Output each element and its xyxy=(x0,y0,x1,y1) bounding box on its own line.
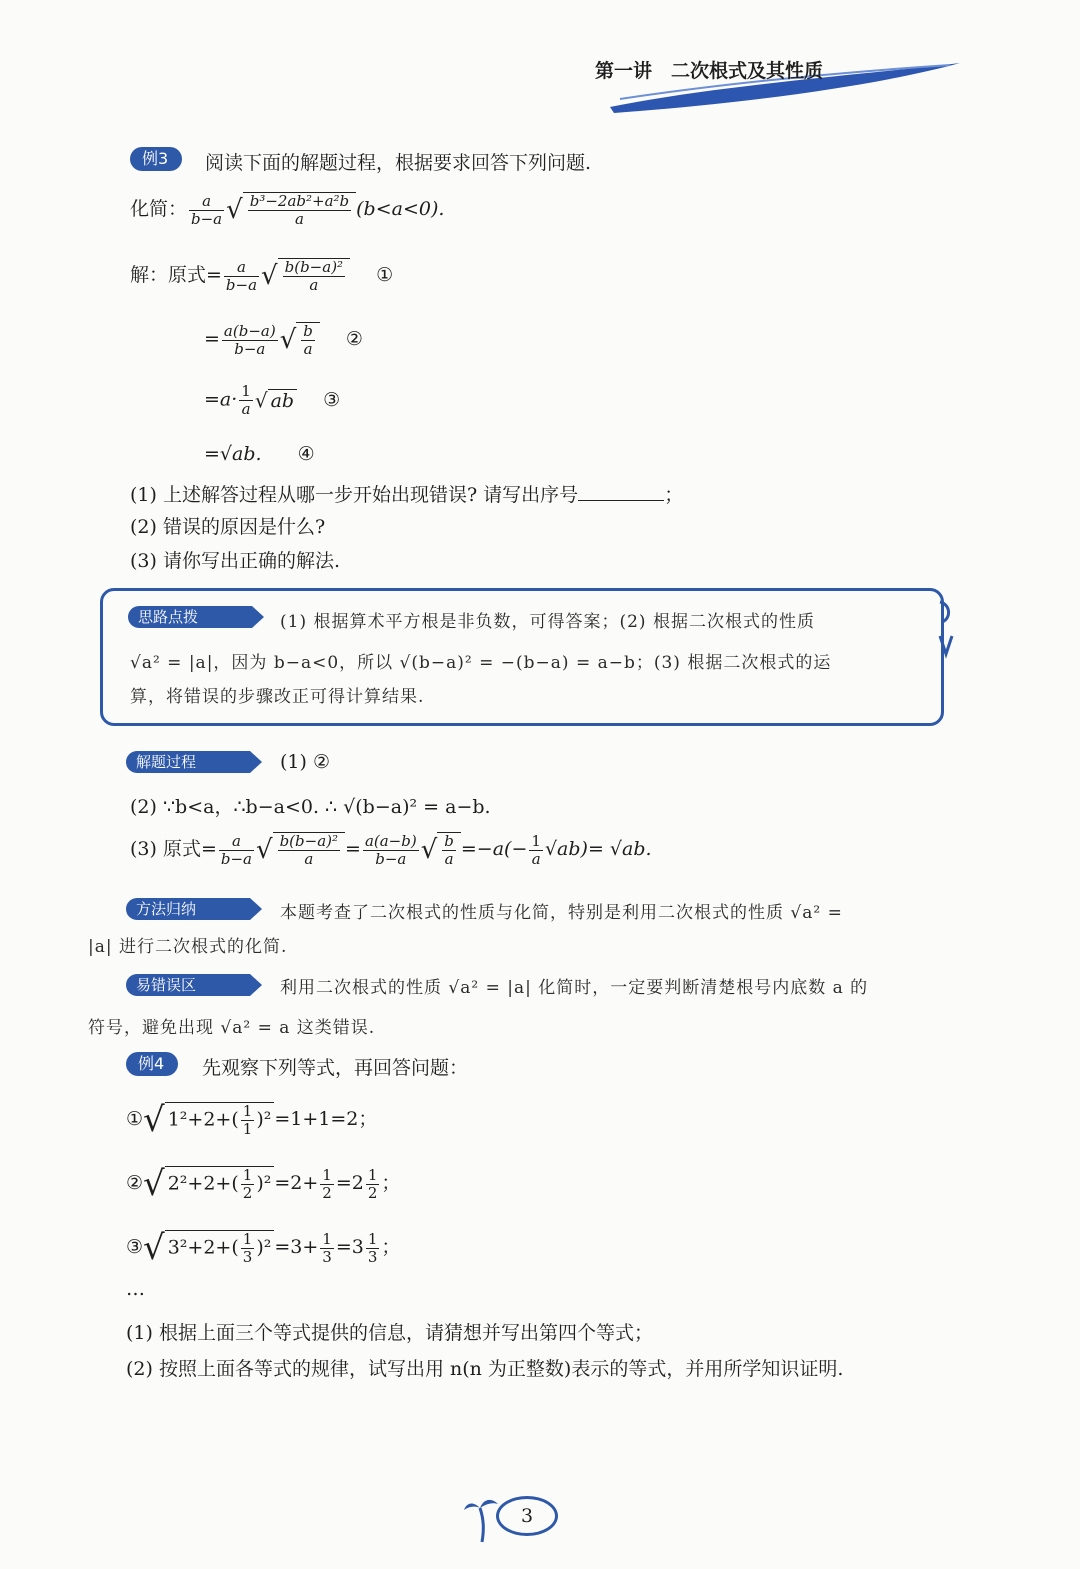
equation-2-rhs: =2+ xyxy=(274,1172,319,1194)
page-number: 3 xyxy=(520,1505,534,1527)
step-mark-3: ③ xyxy=(323,388,341,411)
question-2: (2) 错误的原因是什么? xyxy=(130,516,326,538)
radicand-fraction: $\frac{b}{a}$ xyxy=(303,322,313,358)
method-line-1: 本题考查了二次根式的性质与化简，特别是利用二次根式的性质 √a² = xyxy=(280,903,843,923)
question-1-end: ； xyxy=(664,484,684,506)
step-mark-2: ② xyxy=(345,328,363,350)
answer-2: (2) ∵b<a，∴b−a<0. ∴ √(b−a)² = a−b. xyxy=(130,796,491,818)
answer-1: (1) ② xyxy=(280,751,330,773)
equation-1: ①√ 1²+2+( $\frac{1}{1}$ )² =1+1=2； xyxy=(126,1100,378,1140)
sqrt-sign: √ xyxy=(143,1228,165,1268)
equation-2-mark: ② xyxy=(126,1172,144,1194)
fraction: $\frac{1}{3}$ xyxy=(367,1229,378,1266)
radicand-fraction: $\frac{\text{b(b−a)²}}{a}$ xyxy=(279,832,339,868)
fraction: $\frac{1}{a}$ xyxy=(241,382,251,418)
fraction: $\frac{1}{3}$ xyxy=(322,1229,332,1266)
solution-label: 解题过程 xyxy=(126,751,250,773)
solution-prefix: 解：原式= xyxy=(130,264,222,286)
answer-3-tail: = √ab. xyxy=(587,838,652,860)
example-3-badge: 例3 xyxy=(130,147,182,171)
equation-3-mark: ③ xyxy=(126,1236,144,1258)
hint-label: 思路点拨 xyxy=(128,606,252,628)
step-mark-1: ① xyxy=(376,264,394,286)
sqrt-sign: √ xyxy=(256,835,273,865)
equation-3: ③√ 3²+2+( $\frac{1}{3}$ )² =3+ $\frac{1}{3}$ =3 $\frac{1}{3}$ ； xyxy=(126,1228,401,1268)
example-4-question-2: (2) 按照上面各等式的规律，试写出用 n(n 为正整数)表示的等式，并用所学知识证明. xyxy=(126,1358,844,1380)
sqrt-sign: √ xyxy=(420,835,438,865)
equation-3-rhs: =3+ xyxy=(274,1236,319,1258)
fraction: $\frac{1}{3}$ xyxy=(242,1230,253,1266)
fraction: $\frac{a(a-b)}{b-a}$ xyxy=(364,831,417,868)
ellipsis: … xyxy=(126,1278,145,1300)
sqrt-sign: √ xyxy=(254,388,268,413)
example-3-intro: 阅读下面的解题过程，根据要求回答下列问题. xyxy=(205,152,592,174)
example-4-question-1: (1) 根据上面三个等式提供的信息，请猜想并写出第四个等式； xyxy=(126,1322,653,1344)
hint-box-curl xyxy=(918,596,958,666)
pitfall-line-1: 利用二次根式的性质 √a² = |a| 化简时，一定要判断清楚根号内底数 a 的 xyxy=(280,978,869,998)
example-4-intro: 先观察下列等式，再回答问题： xyxy=(202,1057,469,1079)
radicand-fraction: $\frac{\text{b(b−a)²}}{a}$ xyxy=(284,258,344,294)
question-3: (3) 请你写出正确的解法. xyxy=(130,550,340,572)
example-4-badge: 例4 xyxy=(126,1052,178,1076)
hint-line-3: 算，将错误的步骤改正可得计算结果. xyxy=(130,687,425,707)
condition: (b<a<0). xyxy=(356,198,445,220)
sqrt-sign: √ xyxy=(143,1164,165,1204)
solution-step-3: =a· $\frac{1}{a}$ √ ab ③ xyxy=(204,382,341,418)
fraction: $\frac{1}{2}$ xyxy=(367,1165,378,1202)
equation-1-rhs: =1+1=2； xyxy=(274,1108,378,1130)
step-mark-4: ④ xyxy=(297,443,315,465)
simplify-prefix: 化简： xyxy=(130,198,188,220)
method-label: 方法归纳 xyxy=(126,898,250,920)
solution-step-1 xyxy=(130,258,393,294)
fraction: $\frac{1}{a}$ xyxy=(531,831,541,868)
answer-3-prefix: (3) 原式= xyxy=(130,838,217,860)
sqrt-sign: √ xyxy=(226,195,243,225)
pitfall-line-2: 符号，避免出现 √a² = a 这类错误. xyxy=(88,1018,376,1038)
step-3-expr: =a· xyxy=(204,388,238,411)
question-1-text: (1) 上述解答过程从哪一步开始出现错误? 请写出序号 xyxy=(130,484,579,506)
radicand-fraction: $\frac{b}{a}$ xyxy=(444,832,454,868)
equation-1-mark: ① xyxy=(126,1108,144,1130)
fraction: $\frac{1}{1}$ xyxy=(242,1102,253,1138)
fraction: $\frac{a(b-a)}{b-a}$ xyxy=(223,321,276,358)
pitfall-label: 易错误区 xyxy=(126,974,250,996)
radicand-fraction: $\frac{\text{b³−2ab²+a²b}}{a}$ xyxy=(249,192,350,228)
equation-2: ②√ 2²+2+( $\frac{1}{2}$ )² =2+ $\frac{1}{2}$ =2 $\frac{1}{2}$ ； xyxy=(126,1164,401,1204)
fraction: $\frac{1}{2}$ xyxy=(322,1165,332,1202)
solution-step-2: = $\frac{a(b-a)}{b-a}$ √ $\frac{b}{a}$ ② xyxy=(204,321,363,358)
sqrt-sign: √ xyxy=(261,261,278,291)
fraction: $\frac{1}{2}$ xyxy=(242,1166,253,1202)
fraction: $\frac{a}{b-a}$ xyxy=(191,191,223,228)
page-number-badge xyxy=(496,1496,558,1536)
simplify-line xyxy=(130,192,444,228)
hint-line-1: (1) 根据算术平方根是非负数，可得答案；(2) 根据二次根式的性质 xyxy=(280,612,815,632)
method-line-2: |a| 进行二次根式的化简. xyxy=(88,937,288,957)
question-1 xyxy=(130,480,683,507)
fraction: $\frac{a}{b-a}$ xyxy=(225,257,258,294)
answer-3: (3) 原式= $\frac{a}{b-a}$ √ $\frac{\text{b(b−a)²}}{a}$ = $\frac{a(a-b)}{b-a}$ √ $\frac{b}{a}$ =−a(− $\frac{1}{a}$ √ab)= √ab. xyxy=(130,831,652,868)
sqrt-sign: √ xyxy=(279,325,297,355)
step-4-expr: =√ab. xyxy=(204,443,262,465)
sqrt-sign: √ xyxy=(143,1100,165,1140)
answer-blank[interactable] xyxy=(578,482,664,501)
fraction: $\frac{a}{b-a}$ xyxy=(220,831,252,868)
solution-step-4 xyxy=(204,443,315,465)
page-title: 第一讲 二次根式及其性质 xyxy=(595,60,824,82)
hint-line-2: √a² = |a|，因为 b−a<0，所以 √(b−a)² = −(b−a) = a−b；(3) 根据二次根式的运 xyxy=(130,653,832,673)
